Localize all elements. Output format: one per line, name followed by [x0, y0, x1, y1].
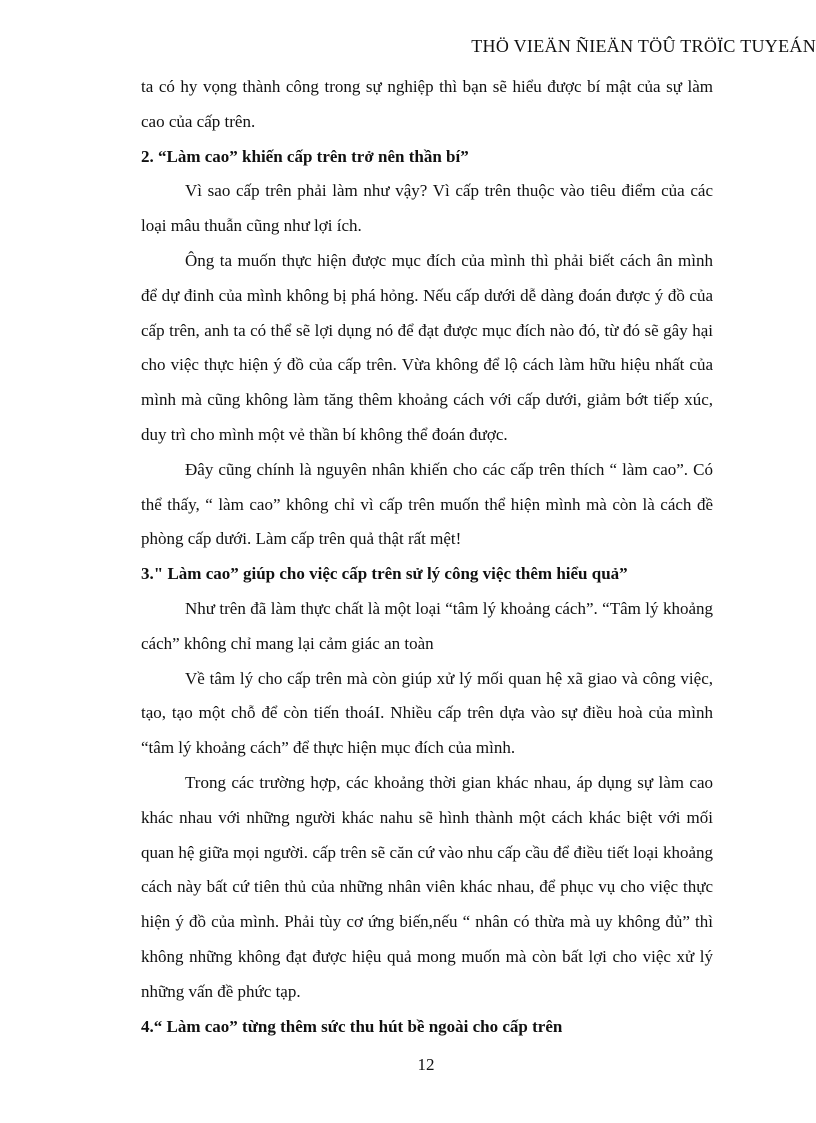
paragraph: Đây cũng chính là nguyên nhân khiến cho các cấp trên thích “ làm cao”. Có thể thấy, “ làm cao” không chỉ vì cấp trên muốn thể hiện mình mà còn là cách đề phòng cấp dưới. Làm cấp trên quả thật rất mệt! — [141, 459, 713, 549]
running-header: THÖ VIEÄN ÑIEÄN TÖÛ TRÖÏC TUYEÁN — [471, 36, 816, 56]
paragraph: Ông ta muốn thực hiện được mục đích của mình thì phải biết cách ân mình để dự đinh của mình không bị phá hỏng. Nếu cấp dưới dễ dàng đoán được ý đồ của cấp trên, anh ta có thể sẽ lợi dụng nó để đạt được mục đích nào đó, từ đó sẽ gây hại cho việc thực hiện ý đồ của cấp trên. Vừa không để lộ cách làm hữu hiệu nhất của mình mà cũng không làm tăng thêm khoảng cách với cấp dưới, giảm bớt tiếp xúc, duy trì cho mình một vẻ thần bí không thể đoán được. — [141, 250, 713, 444]
section-heading-3: 3." Làm cao” giúp cho việc cấp trên sử lý công việc thêm hiểu quả” — [141, 564, 628, 584]
paragraph: Như trên đã làm thực chất là một loại “tâm lý khoảng cách”. “Tâm lý khoảng cách” không chỉ mang lại cảm giác an toàn — [141, 598, 713, 653]
paragraph: Về tâm lý cho cấp trên mà còn giúp xử lý mối quan hệ xã giao và công việc, tạo, tạo một chỗ để còn tiến thoáI. Nhiều cấp trên dựa vào sự điều hoà của mình “tâm lý khoảng cách” để thực hiện mục đích của mình. — [141, 668, 713, 758]
paragraph: Vì sao cấp trên phải làm như vậy? Vì cấp trên thuộc vào tiêu điểm của các loại mâu thuẫn cũng như lợi ích. — [141, 181, 713, 236]
section-heading-4: 4.“ Làm cao” từng thêm sức thu hút bề ngoài cho cấp trên — [141, 1016, 563, 1036]
paragraph-continuation: ta có hy vọng thành công trong sự nghiệp thì bạn sẽ hiểu được bí mật của sự làm cao của cấp trên. — [141, 77, 713, 131]
page-number: 12 — [417, 1055, 435, 1074]
paragraph: Trong các trường hợp, các khoảng thời gian khác nhau, áp dụng sự làm cao khác nhau với những người khác nahu sẽ hình thành một cách khác biệt với mối quan hệ giữa mọi người. cấp trên sẽ căn cứ vào nhu cấp cầu để điều tiết loại khoảng cách này bất cứ tiên thủ của những nhân viên khác nhau, để phục vụ cho việc thực hiện ý đồ của mình. Phải tùy cơ ứng biến,nếu “ nhân có thừa mà uy không đủ” thì không những không đạt được hiệu quả mong muốn mà còn bất lợi cho việc xử lý những vấn đề phức tạp. — [141, 772, 713, 1001]
document-body — [141, 70, 713, 1044]
section-heading-2: 2. “Làm cao” khiến cấp trên trở nên thần bí” — [141, 146, 469, 166]
